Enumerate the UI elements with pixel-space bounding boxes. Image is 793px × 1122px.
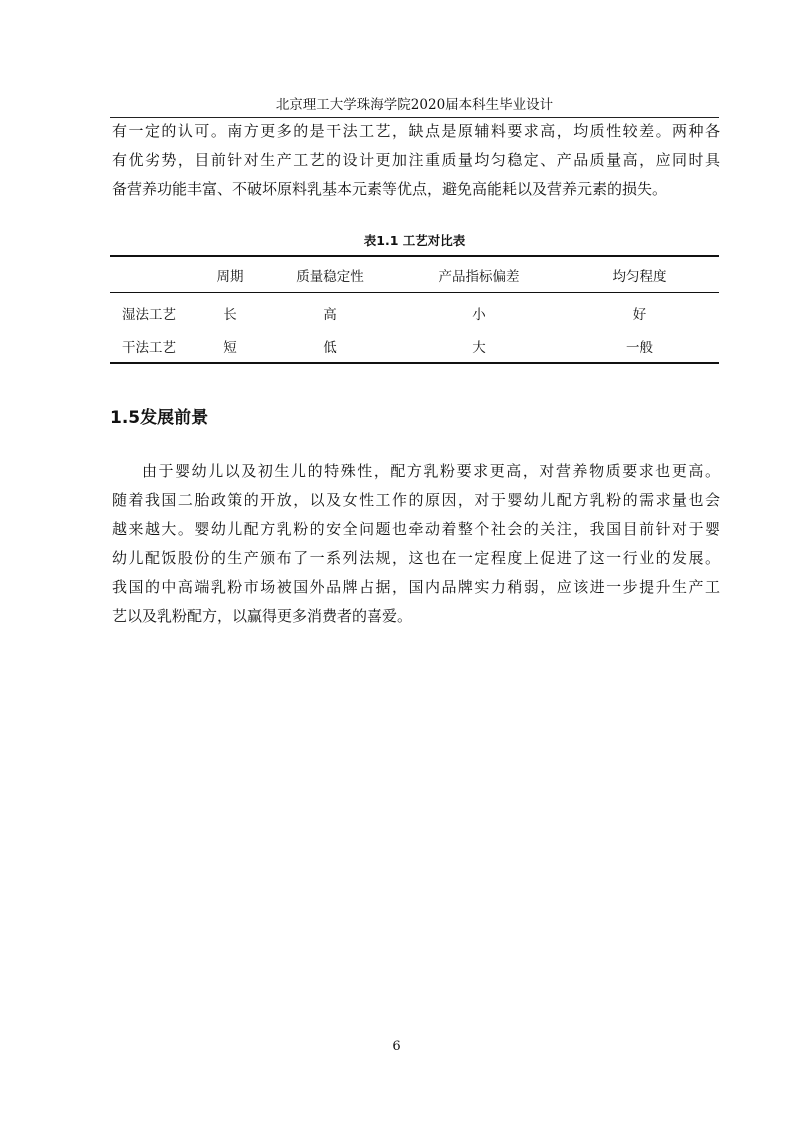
table-header-cell: 质量稳定性 bbox=[262, 256, 398, 293]
table-cell: 好 bbox=[632, 306, 647, 323]
table-row-label: 干法工艺 bbox=[110, 329, 198, 363]
table-cell: 大 bbox=[398, 329, 560, 363]
table-cell: 一般 bbox=[560, 329, 719, 363]
paragraph-line: 有一定的认可。南方更多的是干法工艺，缺点是原辅料要求高，均质性较差。两种各 bbox=[112, 122, 720, 140]
body-paragraph-continuation bbox=[112, 117, 720, 204]
table-header-row bbox=[110, 256, 719, 293]
table-cell: 小 bbox=[472, 306, 486, 323]
table-header-cell bbox=[110, 256, 198, 293]
table-cell: 高 bbox=[323, 306, 337, 323]
paragraph-line: 随着我国二胎政策的开放，以及女性工作的原因，对于婴幼儿配方乳粉的需求量也会 bbox=[112, 491, 720, 509]
paragraph-line: 幼儿配饭股份的生产颁布了一系列法规，这也在一定程度上促进了这一行业的发展。 bbox=[112, 549, 720, 567]
paragraph-line: 有优劣势，目前针对生产工艺的设计更加注重质量均匀稳定、产品质量高，应同时具 bbox=[112, 151, 720, 169]
page-header: 北京理工大学珠海学院2020届本科生毕业设计 bbox=[110, 96, 719, 118]
paragraph-line: 越来越大。婴幼儿配方乳粉的安全问题也牵动着整个社会的关注，我国目前针对于婴 bbox=[112, 520, 720, 538]
table-caption: 表1.1 工艺对比表 bbox=[363, 233, 466, 248]
paragraph-line: 备营养功能丰富、不破坏原料乳基本元素等优点，避免高能耗以及营养元素的损失。 bbox=[112, 180, 668, 198]
table-header-cell: 产品指标偏差 bbox=[398, 256, 560, 293]
page-number: 6 bbox=[392, 1039, 401, 1054]
process-comparison-table bbox=[110, 255, 719, 364]
table-cell: 短 bbox=[198, 329, 262, 363]
table-header-cell: 均匀程度 bbox=[560, 256, 719, 293]
table-row bbox=[110, 293, 719, 330]
paragraph-line: 艺以及乳粉配方，以赢得更多消费者的喜爱。 bbox=[112, 607, 413, 625]
table-row-label: 湿法工艺 bbox=[122, 306, 176, 323]
table-header-cell: 周期 bbox=[198, 256, 262, 293]
table-row bbox=[110, 329, 719, 363]
table-cell: 长 bbox=[223, 306, 237, 323]
section-heading: 1.5发展前景 bbox=[110, 408, 209, 428]
paragraph-line: 由于婴幼儿以及初生儿的特殊性，配方乳粉要求更高，对营养物质要求也更高。 bbox=[142, 462, 720, 480]
body-paragraph bbox=[112, 457, 720, 631]
table-cell: 低 bbox=[262, 329, 398, 363]
paragraph-line: 我国的中高端乳粉市场被国外品牌占据，国内品牌实力稍弱，应该进一步提升生产工 bbox=[112, 578, 720, 596]
